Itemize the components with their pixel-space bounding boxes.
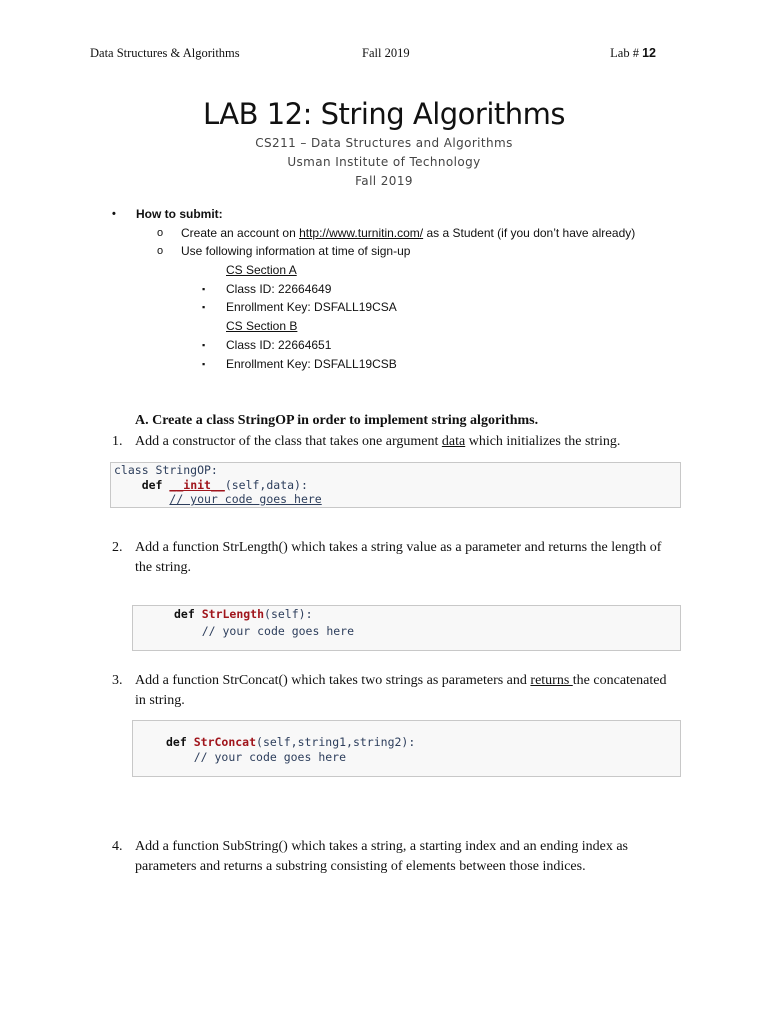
title-block [0, 94, 768, 191]
code-line-def [174, 607, 680, 622]
item-text [135, 671, 672, 710]
code-comment: // your code goes here [193, 749, 347, 764]
code-line-comment [114, 492, 677, 507]
code-args: (self,data): [224, 477, 308, 492]
item-number: 2. [112, 540, 123, 555]
item-text: Add a function SubString() which takes a string, a starting index and an ending index as parameters and returns a substring consisting of elements between those indices. [135, 839, 629, 874]
item-number: 3. [112, 673, 123, 688]
code-args: (self): [264, 607, 313, 621]
code-function-name: StrConcat [193, 735, 257, 749]
step2-text: Use following information at time of sign-up [181, 244, 411, 259]
section-b-heading: CS Section B [226, 319, 298, 334]
section-a-heading-task: A. Create a class StringOP in order to implement string algorithms. [135, 413, 539, 428]
bullet-square: ▪ [202, 283, 206, 294]
code-keyword: def [174, 607, 195, 621]
code-keyword: def [141, 477, 163, 492]
code-keyword: def [166, 735, 187, 749]
bullet-circle: o [157, 226, 164, 239]
header-course: Data Structures & Algorithms [90, 46, 240, 60]
section-b-class-id: Class ID: 22664651 [226, 337, 332, 352]
list-item [112, 224, 635, 243]
code-function-name: StrLength [201, 607, 265, 621]
item-text-post: which initializes the string. [465, 434, 621, 449]
section-a-heading: CS Section A [226, 263, 297, 278]
bullet-square: ▪ [202, 358, 206, 369]
list-item [112, 242, 635, 261]
list-item [112, 336, 635, 355]
item-text-post: the concatenated in string. [135, 673, 667, 708]
section-a-enrollment-key: Enrollment Key: DSFALL19CSA [226, 300, 397, 315]
submit-heading: How to submit: [136, 207, 223, 221]
list-item [112, 280, 635, 299]
code-block-strlength [132, 605, 681, 651]
submission-instructions [112, 205, 635, 373]
code-comment: // your code goes here [169, 492, 322, 506]
institute-line: Usman Institute of Technology [287, 155, 481, 169]
header-lab-number: 12 [642, 46, 656, 60]
section-b-enrollment-key: Enrollment Key: DSFALL19CSB [226, 356, 397, 371]
item-number: 1. [112, 434, 123, 449]
page-header [90, 46, 656, 64]
bullet-square: ▪ [202, 302, 206, 313]
item-number: 4. [112, 839, 123, 854]
turnitin-link[interactable]: http://www.turnitin.com/ [299, 225, 424, 240]
item-text: Add a function StrLength() which takes a string value as a parameter and returns the length of the string. [135, 540, 662, 575]
code-args: (self,string1,string2): [256, 735, 416, 749]
item-text-pre: Add a constructor of the class that takes one argument [135, 434, 442, 449]
code-line-class: class StringOP: [114, 463, 218, 477]
code-function-name: __init__ [169, 477, 225, 492]
page-title: LAB 12: String Algorithms [202, 97, 566, 131]
term-line: Fall 2019 [355, 174, 413, 188]
code-comment: // your code goes here [201, 623, 355, 638]
code-block-init [110, 462, 681, 508]
item-text-underlined: returns [530, 673, 573, 688]
code-line-def [114, 478, 677, 493]
item-text [135, 432, 672, 452]
bullet-dot: • [112, 208, 116, 220]
list-item [112, 355, 635, 374]
item-text-pre: Add a function StrConcat() which takes two strings as parameters and [135, 673, 531, 688]
list-item [112, 298, 635, 317]
course-line: CS211 – Data Structures and Algorithms [255, 136, 513, 150]
bullet-circle: o [157, 245, 164, 258]
list-item [112, 205, 635, 224]
code-line-comment [174, 624, 680, 639]
step1-suffix: as a Student (if you don’t have already) [423, 225, 636, 240]
section-a-class-id: Class ID: 22664649 [226, 281, 332, 296]
item-text-underlined: data [441, 434, 466, 449]
header-term: Fall 2019 [362, 46, 410, 60]
header-lab [610, 46, 656, 61]
header-lab-prefix: Lab # [610, 46, 643, 60]
step1-prefix: Create an account on [181, 225, 300, 240]
code-line-comment [166, 750, 680, 765]
bullet-square: ▪ [202, 339, 206, 350]
code-line-def [166, 735, 680, 750]
code-block-strconcat [132, 720, 681, 777]
